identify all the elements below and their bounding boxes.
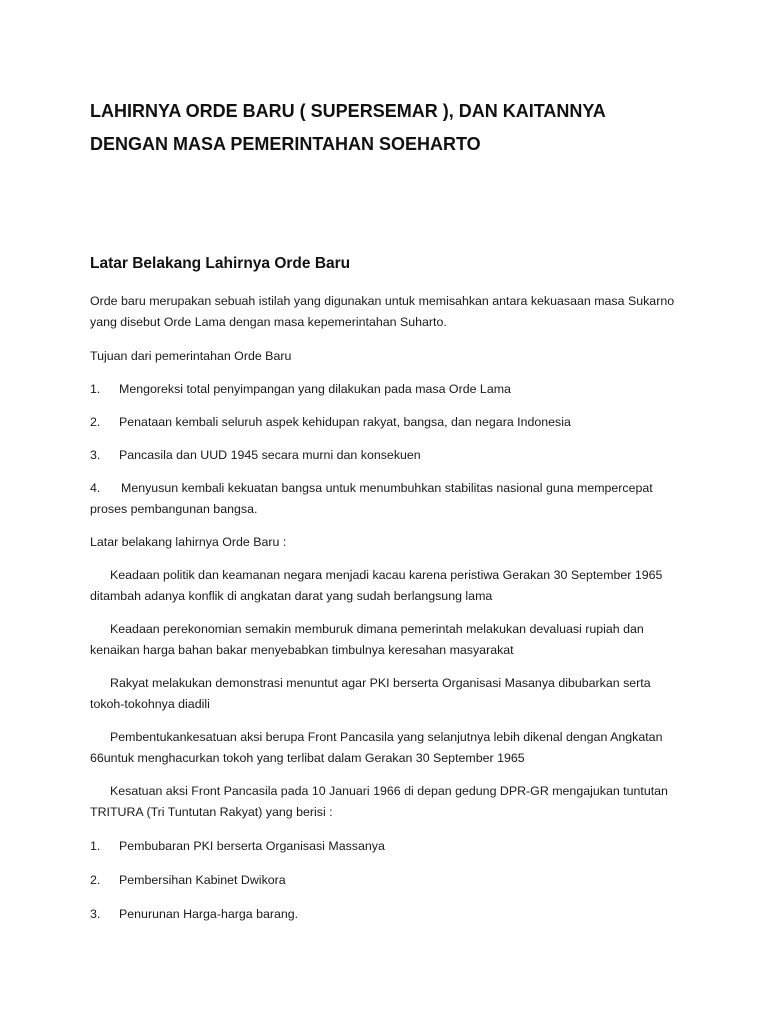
list-text: Penataan kembali seluruh aspek kehidupan rakyat, bangsa, dan negara Indonesia xyxy=(119,415,571,429)
list-text: Penurunan Harga-harga barang. xyxy=(119,907,299,921)
list-item xyxy=(90,836,678,857)
list-text: Menyusun kembali kekuatan bangsa untuk menumbuhkan stabilitas nasional guna mempercepat proses pembangunan bangsa. xyxy=(90,481,653,516)
list-number: 3. xyxy=(90,907,101,921)
tujuan-list xyxy=(90,379,678,520)
list-number: 2. xyxy=(90,873,101,887)
list-text: Pancasila dan UUD 1945 secara murni dan konsekuen xyxy=(119,448,421,462)
list-item xyxy=(90,412,678,433)
latar-paragraph: Pembentukankesatuan aksi berupa Front Pancasila yang selanjutnya lebih dikenal dengan Angkatan 66untuk menghacurkan tokoh yang terlibat dalam Gerakan 30 September 1965 xyxy=(90,730,663,765)
list-number: 1. xyxy=(90,382,101,396)
list-text: Pembubaran PKI berserta Organisasi Massanya xyxy=(119,839,385,853)
list-item xyxy=(90,379,678,400)
list-number: 4. xyxy=(90,481,101,495)
tritura-list xyxy=(90,836,678,925)
tujuan-heading: Tujuan dari pemerintahan Orde Baru xyxy=(90,349,292,363)
intro-paragraph: Orde baru merupakan sebuah istilah yang digunakan untuk memisahkan antara kekuasaan masa Sukarno yang disebut Orde Lama dengan masa kepemerintahan Suharto. xyxy=(90,294,675,329)
latar-paragraph: Keadaan politik dan keamanan negara menjadi kacau karena peristiwa Gerakan 30 September 1965 ditambah adanya konflik di angkatan darat yang sudah berlangsung lama xyxy=(90,568,663,603)
list-text: Pembersihan Kabinet Dwikora xyxy=(119,873,286,887)
latar-paragraph: Rakyat melakukan demonstrasi menuntut agar PKI berserta Organisasi Masanya dibubarkan serta tokoh-tokohnya diadili xyxy=(90,676,651,711)
list-item xyxy=(90,478,678,520)
latar-heading: Latar belakang lahirnya Orde Baru : xyxy=(90,535,287,549)
section-heading: Latar Belakang Lahirnya Orde Baru xyxy=(90,255,351,272)
list-number: 1. xyxy=(90,839,101,853)
latar-paragraph: Keadaan perekonomian semakin memburuk dimana pemerintah melakukan devaluasi rupiah dan kenaikan harga bahan bakar menyebabkan timbulnya keresahan masyarakat xyxy=(90,622,644,657)
list-number: 3. xyxy=(90,448,101,462)
list-text: Mengoreksi total penyimpangan yang dilakukan pada masa Orde Lama xyxy=(119,382,511,396)
list-number: 2. xyxy=(90,415,101,429)
document-title: LAHIRNYA ORDE BARU ( SUPERSEMAR ), DAN KAITANNYA DENGAN MASA PEMERINTAHAN SOEHARTO xyxy=(90,101,606,154)
latar-paragraph: Kesatuan aksi Front Pancasila pada 10 Januari 1966 di depan gedung DPR-GR mengajukan tuntutan TRITURA (Tri Tuntutan Rakyat) yang berisi : xyxy=(90,784,668,819)
list-item xyxy=(90,870,678,891)
list-item xyxy=(90,445,678,466)
list-item xyxy=(90,904,678,925)
